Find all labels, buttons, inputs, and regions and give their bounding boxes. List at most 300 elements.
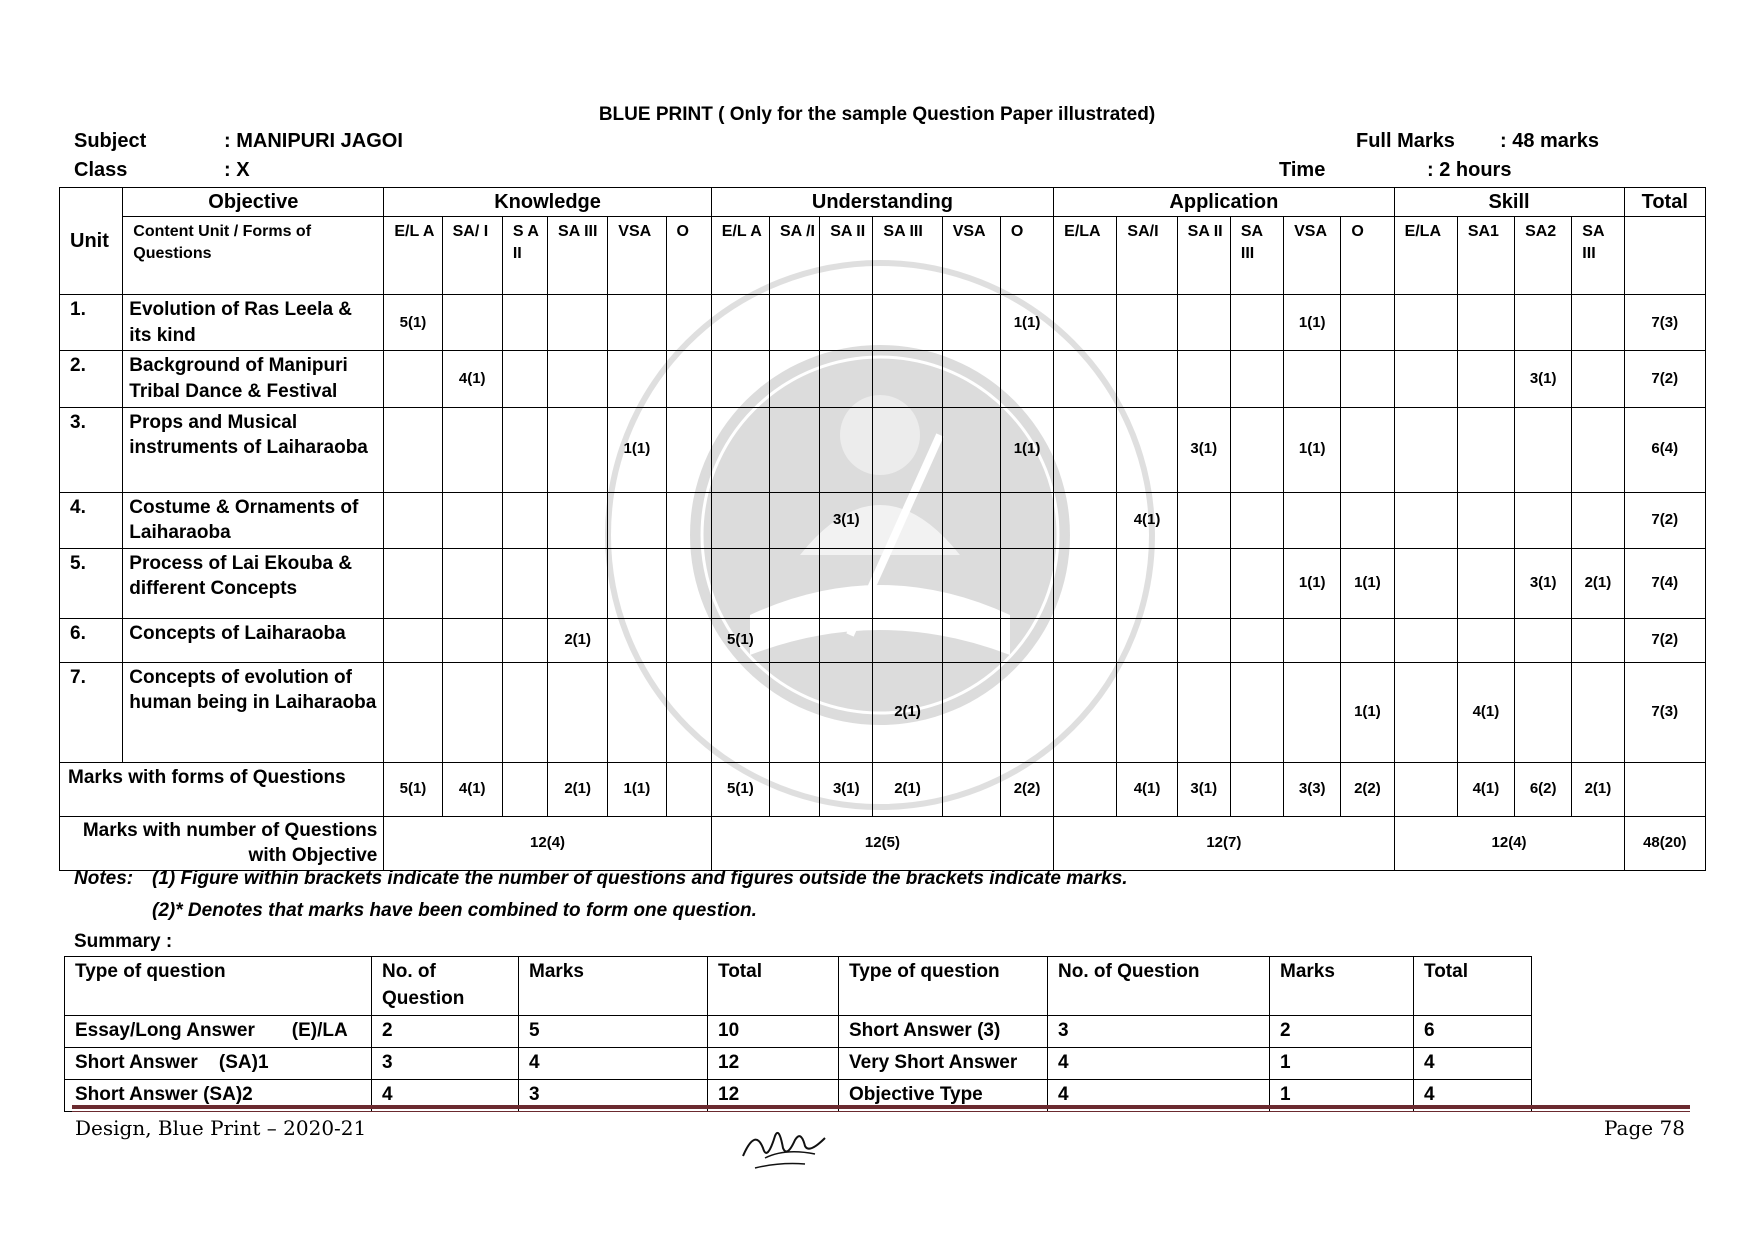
marks-cell xyxy=(384,407,442,492)
summary-cell: 12 xyxy=(708,1047,839,1079)
forms-cell: 3(1) xyxy=(1177,762,1230,816)
marks-cell xyxy=(1341,407,1394,492)
forms-cell: 6(2) xyxy=(1515,762,1572,816)
marks-cell: 4(1) xyxy=(1457,662,1514,762)
summary-header-cell: Type of question xyxy=(65,957,372,1016)
summary-row xyxy=(65,1047,1532,1079)
marks-cell xyxy=(1457,548,1514,618)
page-title: BLUE PRINT ( Only for the sample Question Paper illustrated) xyxy=(598,104,1156,125)
marks-cell xyxy=(442,618,502,662)
marks-cell xyxy=(711,351,769,407)
unit-header: Unit xyxy=(60,188,123,295)
marks-cell xyxy=(873,548,942,618)
table-row xyxy=(60,662,1706,762)
summary-cell: 4 xyxy=(372,1079,519,1111)
marks-cell xyxy=(942,492,1000,548)
summary-cell: Short Answer (3) xyxy=(839,1015,1048,1047)
forms-cell: 4(1) xyxy=(1117,762,1177,816)
footer-page-number: Page 78 xyxy=(1604,1116,1685,1140)
row-total: 6(4) xyxy=(1624,407,1705,492)
summary-row xyxy=(65,1015,1532,1047)
total-header: Total xyxy=(1624,188,1705,217)
sub-header-cell: E/LA xyxy=(1394,217,1457,295)
marks-cell xyxy=(1230,407,1283,492)
marks-cell xyxy=(666,618,711,662)
marks-cell xyxy=(942,295,1000,351)
forms-cell: 2(1) xyxy=(873,762,942,816)
marks-cell: 1(1) xyxy=(608,407,666,492)
content-unit: Process of Lai Ekouba & different Concepts xyxy=(123,548,384,618)
marks-cell xyxy=(1394,548,1457,618)
marks-cell xyxy=(820,548,873,618)
summary-cell: 3 xyxy=(519,1079,708,1111)
summary-cell: Short Answer (SA)2 xyxy=(65,1079,372,1111)
marks-cell: 2(1) xyxy=(1572,548,1624,618)
marks-cell xyxy=(711,662,769,762)
marks-cell xyxy=(1054,662,1117,762)
marks-cell xyxy=(1572,351,1624,407)
marks-cell xyxy=(666,407,711,492)
understanding-header: Understanding xyxy=(711,188,1053,217)
marks-cell xyxy=(873,295,942,351)
forms-total-blank xyxy=(1624,762,1705,816)
marks-cell xyxy=(1117,295,1177,351)
content-unit: Concepts of Laiharaoba xyxy=(123,618,384,662)
marks-cell xyxy=(1341,492,1394,548)
marks-cell xyxy=(1117,351,1177,407)
marks-cell xyxy=(1457,407,1514,492)
marks-cell xyxy=(1230,548,1283,618)
class-label: Class xyxy=(74,159,128,181)
table-row xyxy=(60,351,1706,407)
marks-cell xyxy=(384,492,442,548)
marks-cell xyxy=(1341,618,1394,662)
table-row xyxy=(60,618,1706,662)
sub-header-cell: SA II xyxy=(1177,217,1230,295)
marks-cell: 4(1) xyxy=(1117,492,1177,548)
marks-cell xyxy=(666,295,711,351)
marks-cell xyxy=(502,548,547,618)
unit-number: 4. xyxy=(60,492,123,548)
marks-cell xyxy=(1457,492,1514,548)
summary-cell: 2 xyxy=(1270,1015,1414,1047)
marks-cell xyxy=(384,548,442,618)
marks-cell xyxy=(1572,492,1624,548)
summary-cell: 12 xyxy=(708,1079,839,1111)
sub-header-cell: SA III xyxy=(1572,217,1624,295)
summary-cell: 4 xyxy=(519,1047,708,1079)
summary-header-cell: No. of Question xyxy=(1048,957,1270,1016)
sub-header-cell: O xyxy=(1000,217,1053,295)
marks-cell xyxy=(942,662,1000,762)
time-label: Time xyxy=(1279,159,1326,181)
note-1: (1) Figure within brackets indicate the number of questions and figures outside the brackets indicate marks. xyxy=(152,868,1128,889)
marks-cell xyxy=(608,618,666,662)
marks-cell: 5(1) xyxy=(711,618,769,662)
table-row xyxy=(60,492,1706,548)
marks-cell xyxy=(711,492,769,548)
knowledge-total: 12(4) xyxy=(384,816,711,870)
sub-header-cell: E/LA xyxy=(1054,217,1117,295)
marks-cell xyxy=(1117,407,1177,492)
marks-cell xyxy=(820,295,873,351)
sub-header-cell: VSA xyxy=(942,217,1000,295)
marks-cell xyxy=(1284,662,1341,762)
marks-cell xyxy=(1230,295,1283,351)
unit-number: 7. xyxy=(60,662,123,762)
marks-cell xyxy=(608,295,666,351)
summary-cell: Essay/Long Answer (E)/LA xyxy=(65,1015,372,1047)
marks-cell xyxy=(1177,662,1230,762)
content-unit: Evolution of Ras Leela & its kind xyxy=(123,295,384,351)
marks-cell xyxy=(1000,492,1053,548)
marks-cell xyxy=(769,295,819,351)
content-unit-header: Content Unit / Forms of Questions xyxy=(123,217,384,295)
row-total: 7(3) xyxy=(1624,662,1705,762)
marks-cell xyxy=(548,295,608,351)
objective-label: Marks with number of Questions with Objective xyxy=(60,816,384,870)
marks-cell xyxy=(666,492,711,548)
marks-cell xyxy=(942,351,1000,407)
marks-cell xyxy=(1284,618,1341,662)
marks-cell xyxy=(1054,295,1117,351)
marks-cell xyxy=(502,662,547,762)
summary-cell: 10 xyxy=(708,1015,839,1047)
forms-cell: 2(1) xyxy=(548,762,608,816)
marks-cell xyxy=(1457,295,1514,351)
marks-cell: 1(1) xyxy=(1284,548,1341,618)
marks-cell xyxy=(769,351,819,407)
marks-cell xyxy=(548,662,608,762)
category-header-row xyxy=(60,188,1706,217)
marks-cell xyxy=(942,548,1000,618)
marks-cell xyxy=(1117,618,1177,662)
marks-cell xyxy=(548,492,608,548)
marks-cell: 1(1) xyxy=(1000,295,1053,351)
forms-cell xyxy=(1230,762,1283,816)
unit-number: 3. xyxy=(60,407,123,492)
marks-cell xyxy=(769,407,819,492)
summary-header-cell: Total xyxy=(1414,957,1532,1016)
knowledge-header: Knowledge xyxy=(384,188,711,217)
marks-cell xyxy=(1394,295,1457,351)
marks-cell xyxy=(1000,548,1053,618)
marks-cell xyxy=(769,492,819,548)
marks-cell xyxy=(608,548,666,618)
full-marks-value: : 48 marks xyxy=(1500,130,1599,152)
summary-cell: 4 xyxy=(1414,1047,1532,1079)
forms-cell: 2(2) xyxy=(1000,762,1053,816)
table-row xyxy=(60,407,1706,492)
marks-cell xyxy=(769,548,819,618)
sub-header-total-blank xyxy=(1624,217,1705,295)
forms-cell: 4(1) xyxy=(1457,762,1514,816)
marks-cell xyxy=(873,618,942,662)
marks-cell: 3(1) xyxy=(1177,407,1230,492)
marks-cell xyxy=(502,492,547,548)
marks-cell xyxy=(820,407,873,492)
sub-header-cell: VSA xyxy=(608,217,666,295)
marks-cell xyxy=(548,407,608,492)
marks-cell xyxy=(1284,351,1341,407)
objective-totals-row xyxy=(60,816,1706,870)
summary-table xyxy=(64,956,1532,1112)
forms-cell xyxy=(769,762,819,816)
marks-cell xyxy=(820,351,873,407)
skill-header: Skill xyxy=(1394,188,1624,217)
marks-cell: 4(1) xyxy=(442,351,502,407)
forms-cell xyxy=(1054,762,1117,816)
blueprint-table xyxy=(59,187,1706,871)
sub-header-cell: SA III xyxy=(873,217,942,295)
marks-cell xyxy=(1117,662,1177,762)
marks-cell: 1(1) xyxy=(1341,662,1394,762)
unit-number: 6. xyxy=(60,618,123,662)
sub-header-cell: O xyxy=(1341,217,1394,295)
full-marks-label: Full Marks xyxy=(1356,130,1455,152)
marks-cell xyxy=(711,407,769,492)
signature-icon xyxy=(735,1118,835,1174)
marks-cell: 3(1) xyxy=(820,492,873,548)
marks-cell: 1(1) xyxy=(1284,407,1341,492)
marks-cell xyxy=(1054,351,1117,407)
forms-row xyxy=(60,762,1706,816)
content-unit: Costume & Ornaments of Laiharaoba xyxy=(123,492,384,548)
sub-header-cell: SA/ I xyxy=(442,217,502,295)
marks-cell xyxy=(666,351,711,407)
summary-cell: 4 xyxy=(1048,1047,1270,1079)
forms-cell: 1(1) xyxy=(608,762,666,816)
summary-cell: 4 xyxy=(1048,1079,1270,1111)
marks-cell xyxy=(1054,618,1117,662)
marks-cell xyxy=(873,407,942,492)
marks-cell xyxy=(1054,407,1117,492)
marks-cell xyxy=(1572,295,1624,351)
subject-label: Subject xyxy=(74,130,147,152)
marks-cell xyxy=(820,618,873,662)
marks-cell xyxy=(1000,618,1053,662)
marks-cell xyxy=(1230,618,1283,662)
summary-header-cell: Marks xyxy=(519,957,708,1016)
marks-cell: 1(1) xyxy=(1000,407,1053,492)
sub-header-cell: S A II xyxy=(502,217,547,295)
content-unit: Props and Musical instruments of Laiharaoba xyxy=(123,407,384,492)
marks-cell xyxy=(1394,351,1457,407)
marks-cell xyxy=(1457,618,1514,662)
forms-cell: 5(1) xyxy=(711,762,769,816)
sub-header-cell: SA III xyxy=(1230,217,1283,295)
unit-number: 2. xyxy=(60,351,123,407)
marks-cell xyxy=(1515,618,1572,662)
marks-cell xyxy=(1000,662,1053,762)
understanding-total: 12(5) xyxy=(711,816,1053,870)
marks-cell xyxy=(1457,351,1514,407)
marks-cell xyxy=(502,295,547,351)
summary-header-cell: Total xyxy=(708,957,839,1016)
marks-cell xyxy=(442,407,502,492)
forms-cell: 5(1) xyxy=(384,762,442,816)
marks-cell xyxy=(1394,618,1457,662)
content-unit: Concepts of evolution of human being in Laiharaoba xyxy=(123,662,384,762)
marks-cell xyxy=(1515,492,1572,548)
marks-cell xyxy=(711,295,769,351)
forms-cell xyxy=(502,762,547,816)
marks-cell xyxy=(1177,618,1230,662)
marks-cell xyxy=(442,492,502,548)
sub-header-cell: SA1 xyxy=(1457,217,1514,295)
forms-label: Marks with forms of Questions xyxy=(60,762,384,816)
notes-prefix: Notes: xyxy=(74,868,134,889)
table-row xyxy=(60,295,1706,351)
time-value: : 2 hours xyxy=(1427,159,1512,181)
marks-cell xyxy=(502,618,547,662)
marks-cell xyxy=(942,407,1000,492)
class-value: : X xyxy=(224,159,250,181)
summary-cell: 5 xyxy=(519,1015,708,1047)
marks-cell xyxy=(548,351,608,407)
marks-cell xyxy=(1515,407,1572,492)
forms-cell: 3(3) xyxy=(1284,762,1341,816)
row-total: 7(3) xyxy=(1624,295,1705,351)
sub-header-cell: SA2 xyxy=(1515,217,1572,295)
summary-cell: 1 xyxy=(1270,1047,1414,1079)
marks-cell xyxy=(1177,295,1230,351)
summary-header-cell: Marks xyxy=(1270,957,1414,1016)
marks-cell xyxy=(1177,548,1230,618)
table-row xyxy=(60,548,1706,618)
forms-cell xyxy=(1394,762,1457,816)
note-2: (2)* Denotes that marks have been combined to form one question. xyxy=(152,900,757,921)
marks-cell xyxy=(1177,351,1230,407)
marks-cell xyxy=(666,548,711,618)
skill-total: 12(4) xyxy=(1394,816,1624,870)
application-total: 12(7) xyxy=(1054,816,1394,870)
forms-cell: 3(1) xyxy=(820,762,873,816)
row-total: 7(2) xyxy=(1624,492,1705,548)
row-total: 7(4) xyxy=(1624,548,1705,618)
marks-cell xyxy=(1515,662,1572,762)
sub-header-row xyxy=(60,217,1706,295)
marks-cell: 5(1) xyxy=(384,295,442,351)
marks-cell xyxy=(1177,492,1230,548)
marks-cell xyxy=(873,351,942,407)
forms-cell: 4(1) xyxy=(442,762,502,816)
summary-header-cell: Type of question xyxy=(839,957,1048,1016)
marks-cell xyxy=(820,662,873,762)
grand-total: 48(20) xyxy=(1624,816,1705,870)
summary-cell: 4 xyxy=(1414,1079,1532,1111)
objective-header: Objective xyxy=(123,188,384,217)
marks-cell xyxy=(502,351,547,407)
summary-cell: Objective Type xyxy=(839,1079,1048,1111)
sub-header-cell: E/L A xyxy=(711,217,769,295)
marks-cell xyxy=(711,548,769,618)
marks-cell xyxy=(1394,407,1457,492)
forms-cell: 2(2) xyxy=(1341,762,1394,816)
sub-header-cell: VSA xyxy=(1284,217,1341,295)
marks-cell xyxy=(384,351,442,407)
summary-cell: 3 xyxy=(372,1047,519,1079)
marks-cell xyxy=(1230,492,1283,548)
sub-header-cell: SA II xyxy=(820,217,873,295)
footer-rule-thin xyxy=(72,1111,1690,1112)
marks-cell xyxy=(1572,407,1624,492)
marks-cell xyxy=(1572,662,1624,762)
marks-cell xyxy=(1572,618,1624,662)
marks-cell xyxy=(442,295,502,351)
marks-cell xyxy=(384,662,442,762)
marks-cell xyxy=(1515,295,1572,351)
footer-left: Design, Blue Print – 2020-21 xyxy=(75,1116,367,1140)
sub-header-cell: E/L A xyxy=(384,217,442,295)
unit-number: 5. xyxy=(60,548,123,618)
summary-label: Summary : xyxy=(74,931,173,952)
marks-cell xyxy=(1341,295,1394,351)
row-total: 7(2) xyxy=(1624,618,1705,662)
marks-cell: 2(1) xyxy=(873,662,942,762)
marks-cell xyxy=(1230,662,1283,762)
marks-cell xyxy=(608,662,666,762)
sub-header-cell: SA/I xyxy=(1117,217,1177,295)
marks-cell xyxy=(442,548,502,618)
marks-cell xyxy=(666,662,711,762)
marks-cell xyxy=(942,618,1000,662)
marks-cell xyxy=(1054,548,1117,618)
footer-rule xyxy=(72,1105,1690,1109)
marks-cell xyxy=(1394,492,1457,548)
marks-cell xyxy=(1341,351,1394,407)
summary-header-cell: No. of Question xyxy=(372,957,519,1016)
marks-cell: 1(1) xyxy=(1284,295,1341,351)
summary-cell: 6 xyxy=(1414,1015,1532,1047)
marks-cell xyxy=(1394,662,1457,762)
sub-header-cell: SA III xyxy=(548,217,608,295)
marks-cell xyxy=(608,492,666,548)
marks-cell xyxy=(873,492,942,548)
marks-cell: 3(1) xyxy=(1515,548,1572,618)
marks-cell: 2(1) xyxy=(548,618,608,662)
marks-cell xyxy=(502,407,547,492)
marks-cell xyxy=(384,618,442,662)
sub-header-cell: O xyxy=(666,217,711,295)
summary-cell: 1 xyxy=(1270,1079,1414,1111)
marks-cell xyxy=(1000,351,1053,407)
summary-header-row xyxy=(65,957,1532,1016)
marks-cell xyxy=(442,662,502,762)
summary-cell: 2 xyxy=(372,1015,519,1047)
application-header: Application xyxy=(1054,188,1394,217)
sub-header-cell: SA /I xyxy=(769,217,819,295)
content-unit: Background of Manipuri Tribal Dance & Festival xyxy=(123,351,384,407)
unit-number: 1. xyxy=(60,295,123,351)
marks-cell xyxy=(1284,492,1341,548)
marks-cell xyxy=(1054,492,1117,548)
subject-value: : MANIPURI JAGOI xyxy=(224,130,403,152)
forms-cell xyxy=(942,762,1000,816)
forms-cell xyxy=(666,762,711,816)
summary-cell: 3 xyxy=(1048,1015,1270,1047)
marks-cell xyxy=(769,618,819,662)
summary-cell: Very Short Answer xyxy=(839,1047,1048,1079)
row-total: 7(2) xyxy=(1624,351,1705,407)
marks-cell xyxy=(608,351,666,407)
marks-cell xyxy=(1230,351,1283,407)
marks-cell: 1(1) xyxy=(1341,548,1394,618)
marks-cell: 3(1) xyxy=(1515,351,1572,407)
marks-cell xyxy=(1117,548,1177,618)
marks-cell xyxy=(548,548,608,618)
summary-cell: Short Answer (SA)1 xyxy=(65,1047,372,1079)
